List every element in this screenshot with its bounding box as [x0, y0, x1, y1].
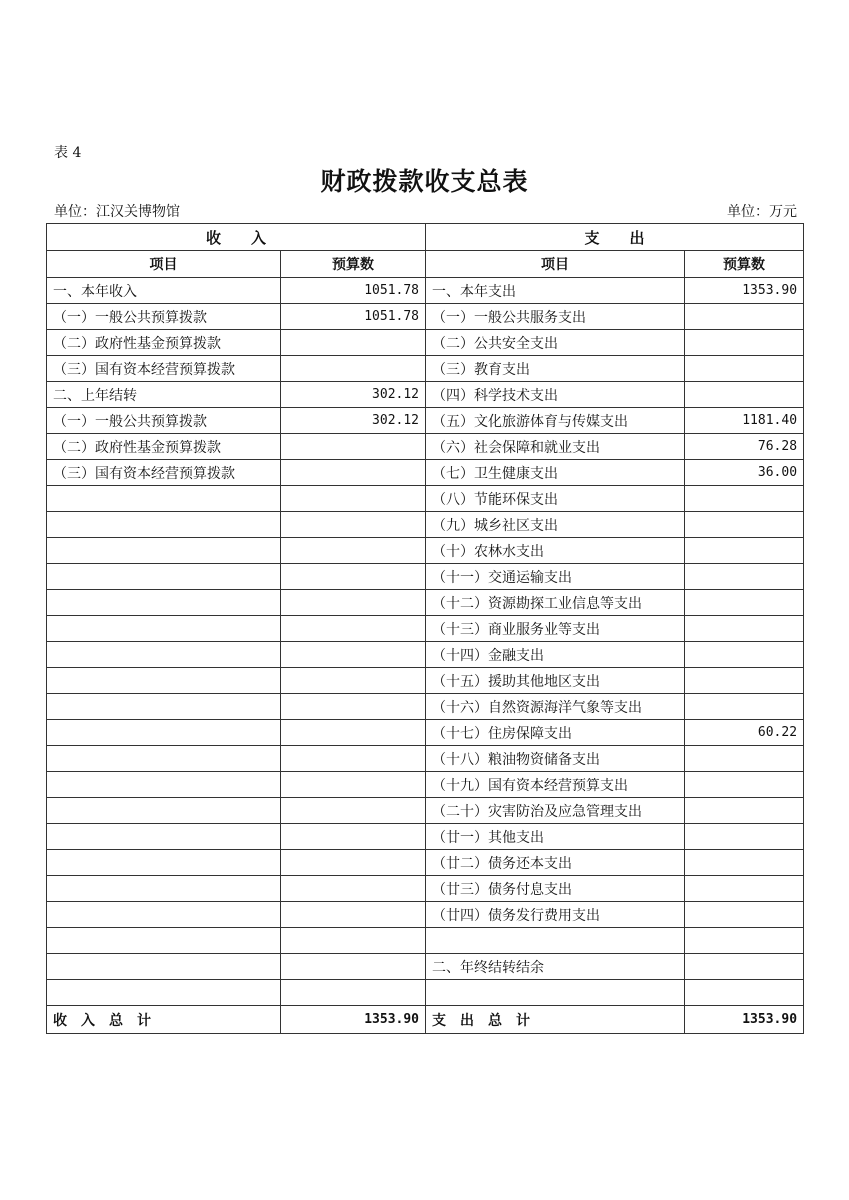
income-item-cell: 二、上年结转 [47, 382, 281, 408]
income-budget-cell [281, 928, 426, 954]
income-item-cell [47, 668, 281, 694]
table-row [47, 304, 804, 330]
income-budget-cell: 1051.78 [281, 304, 426, 330]
income-budget-cell: 1051.78 [281, 278, 426, 304]
fiscal-appropriation-table [46, 223, 804, 1034]
expense-item-cell: （五）文化旅游体育与传媒支出 [426, 408, 685, 434]
column-header-row [47, 251, 804, 278]
expense-budget-cell [685, 772, 804, 798]
total-row [47, 1006, 804, 1034]
income-budget-cell [281, 486, 426, 512]
expense-budget-cell: 1353.90 [685, 278, 804, 304]
expense-section-header: 支 出 [426, 224, 804, 251]
expense-item-cell: （二）公共安全支出 [426, 330, 685, 356]
income-budget-header: 预算数 [281, 251, 426, 278]
income-item-cell: （二）政府性基金预算拨款 [47, 330, 281, 356]
table-row [47, 330, 804, 356]
page-title: 财政拨款收支总表 [320, 167, 529, 196]
table-row [47, 694, 804, 720]
income-budget-cell [281, 330, 426, 356]
table-row [47, 798, 804, 824]
expense-budget-cell [685, 668, 804, 694]
expense-item-cell: （一）一般公共服务支出 [426, 304, 685, 330]
expense-item-cell: （廿二）债务还本支出 [426, 850, 685, 876]
income-item-cell [47, 928, 281, 954]
income-item-cell [47, 512, 281, 538]
income-item-cell: （一）一般公共预算拨款 [47, 304, 281, 330]
income-item-cell: （三）国有资本经营预算拨款 [47, 460, 281, 486]
income-budget-cell: 302.12 [281, 382, 426, 408]
income-budget-cell [281, 746, 426, 772]
table-row [47, 590, 804, 616]
table-row [47, 850, 804, 876]
expense-budget-cell [685, 902, 804, 928]
income-item-cell: （三）国有资本经营预算拨款 [47, 356, 281, 382]
table-row [47, 356, 804, 382]
expense-budget-cell [685, 330, 804, 356]
income-item-cell [47, 876, 281, 902]
expense-budget-cell [685, 304, 804, 330]
income-item-cell [47, 798, 281, 824]
expense-item-cell: （九）城乡社区支出 [426, 512, 685, 538]
table-row [47, 434, 804, 460]
expense-budget-cell [685, 564, 804, 590]
expense-budget-cell [685, 798, 804, 824]
income-item-cell [47, 564, 281, 590]
income-budget-cell [281, 642, 426, 668]
expense-budget-cell [685, 824, 804, 850]
income-budget-cell [281, 564, 426, 590]
expense-item-cell: （十）农林水支出 [426, 538, 685, 564]
section-header-row [47, 224, 804, 251]
income-budget-cell [281, 954, 426, 980]
expense-budget-cell [685, 746, 804, 772]
table-row [47, 876, 804, 902]
unit-organization: 单位：江汉关博物馆 [54, 204, 180, 220]
table-row [47, 772, 804, 798]
income-budget-cell [281, 876, 426, 902]
expense-item-cell: （三）教育支出 [426, 356, 685, 382]
expense-budget-cell: 36.00 [685, 460, 804, 486]
expense-item-cell: （十二）资源勘探工业信息等支出 [426, 590, 685, 616]
income-item-cell [47, 980, 281, 1006]
income-item-cell [47, 538, 281, 564]
expense-item-cell: （六）社会保障和就业支出 [426, 434, 685, 460]
table-row [47, 720, 804, 746]
expense-item-cell: （二十）灾害防治及应急管理支出 [426, 798, 685, 824]
income-budget-cell [281, 590, 426, 616]
income-item-cell: （一）一般公共预算拨款 [47, 408, 281, 434]
income-budget-cell [281, 980, 426, 1006]
expense-budget-cell [685, 928, 804, 954]
expense-budget-cell [685, 590, 804, 616]
unit-currency: 单位：万元 [727, 204, 797, 220]
income-item-cell [47, 954, 281, 980]
expense-item-cell [426, 980, 685, 1006]
income-budget-cell [281, 694, 426, 720]
expense-item-cell: （廿一）其他支出 [426, 824, 685, 850]
table-row [47, 954, 804, 980]
expense-budget-cell [685, 876, 804, 902]
expense-item-cell: （十六）自然资源海洋气象等支出 [426, 694, 685, 720]
expense-budget-cell [685, 850, 804, 876]
expense-item-cell: （十三）商业服务业等支出 [426, 616, 685, 642]
table-number-label: 表 4 [54, 145, 82, 161]
income-budget-cell [281, 902, 426, 928]
table-row [47, 486, 804, 512]
table-row [47, 824, 804, 850]
expense-total-value: 1353.90 [685, 1006, 804, 1034]
income-item-cell [47, 902, 281, 928]
table-row [47, 512, 804, 538]
income-item-cell [47, 486, 281, 512]
income-budget-cell [281, 356, 426, 382]
expense-item-cell: 二、年终结转结余 [426, 954, 685, 980]
expense-budget-header: 预算数 [685, 251, 804, 278]
table-row [47, 668, 804, 694]
expense-budget-cell [685, 512, 804, 538]
income-item-cell [47, 824, 281, 850]
expense-item-cell: （十九）国有资本经营预算支出 [426, 772, 685, 798]
income-budget-cell [281, 460, 426, 486]
expense-budget-cell [685, 694, 804, 720]
expense-item-cell [426, 928, 685, 954]
expense-item-cell: （十七）住房保障支出 [426, 720, 685, 746]
income-budget-cell [281, 824, 426, 850]
table-row [47, 460, 804, 486]
table-row [47, 408, 804, 434]
income-item-cell [47, 772, 281, 798]
table-row [47, 564, 804, 590]
expense-item-cell: （十八）粮油物资储备支出 [426, 746, 685, 772]
expense-item-cell: （七）卫生健康支出 [426, 460, 685, 486]
income-budget-cell [281, 668, 426, 694]
expense-total-label: 支 出 总 计 [426, 1006, 685, 1034]
expense-item-cell: （十一）交通运输支出 [426, 564, 685, 590]
income-budget-cell [281, 512, 426, 538]
expense-item-cell: （十四）金融支出 [426, 642, 685, 668]
expense-item-header: 项目 [426, 251, 685, 278]
income-item-cell [47, 694, 281, 720]
table-row [47, 980, 804, 1006]
table-row [47, 928, 804, 954]
income-section-header: 收 入 [47, 224, 426, 251]
income-item-cell [47, 746, 281, 772]
income-budget-cell [281, 772, 426, 798]
expense-item-cell: 一、本年支出 [426, 278, 685, 304]
income-budget-cell [281, 616, 426, 642]
expense-item-cell: （四）科学技术支出 [426, 382, 685, 408]
income-item-cell [47, 720, 281, 746]
income-item-header: 项目 [47, 251, 281, 278]
income-budget-cell [281, 850, 426, 876]
expense-item-cell: （十五）援助其他地区支出 [426, 668, 685, 694]
table-row [47, 746, 804, 772]
expense-item-cell: （廿四）债务发行费用支出 [426, 902, 685, 928]
expense-budget-cell [685, 486, 804, 512]
income-budget-cell: 302.12 [281, 408, 426, 434]
income-item-cell: （二）政府性基金预算拨款 [47, 434, 281, 460]
expense-budget-cell [685, 954, 804, 980]
income-item-cell [47, 850, 281, 876]
table-row [47, 616, 804, 642]
expense-budget-cell [685, 642, 804, 668]
table-row [47, 382, 804, 408]
expense-budget-cell [685, 616, 804, 642]
income-item-cell [47, 642, 281, 668]
income-item-cell: 一、本年收入 [47, 278, 281, 304]
income-budget-cell [281, 798, 426, 824]
table-row [47, 642, 804, 668]
expense-budget-cell [685, 538, 804, 564]
income-total-value: 1353.90 [281, 1006, 426, 1034]
income-item-cell [47, 616, 281, 642]
expense-budget-cell [685, 382, 804, 408]
table-row [47, 902, 804, 928]
income-item-cell [47, 590, 281, 616]
expense-budget-cell: 1181.40 [685, 408, 804, 434]
expense-item-cell: （八）节能环保支出 [426, 486, 685, 512]
expense-budget-cell: 60.22 [685, 720, 804, 746]
income-budget-cell [281, 434, 426, 460]
expense-item-cell: （廿三）债务付息支出 [426, 876, 685, 902]
expense-budget-cell: 76.28 [685, 434, 804, 460]
income-budget-cell [281, 538, 426, 564]
expense-budget-cell [685, 980, 804, 1006]
table-row [47, 538, 804, 564]
income-budget-cell [281, 720, 426, 746]
expense-budget-cell [685, 356, 804, 382]
income-total-label: 收 入 总 计 [47, 1006, 281, 1034]
table-row [47, 278, 804, 304]
